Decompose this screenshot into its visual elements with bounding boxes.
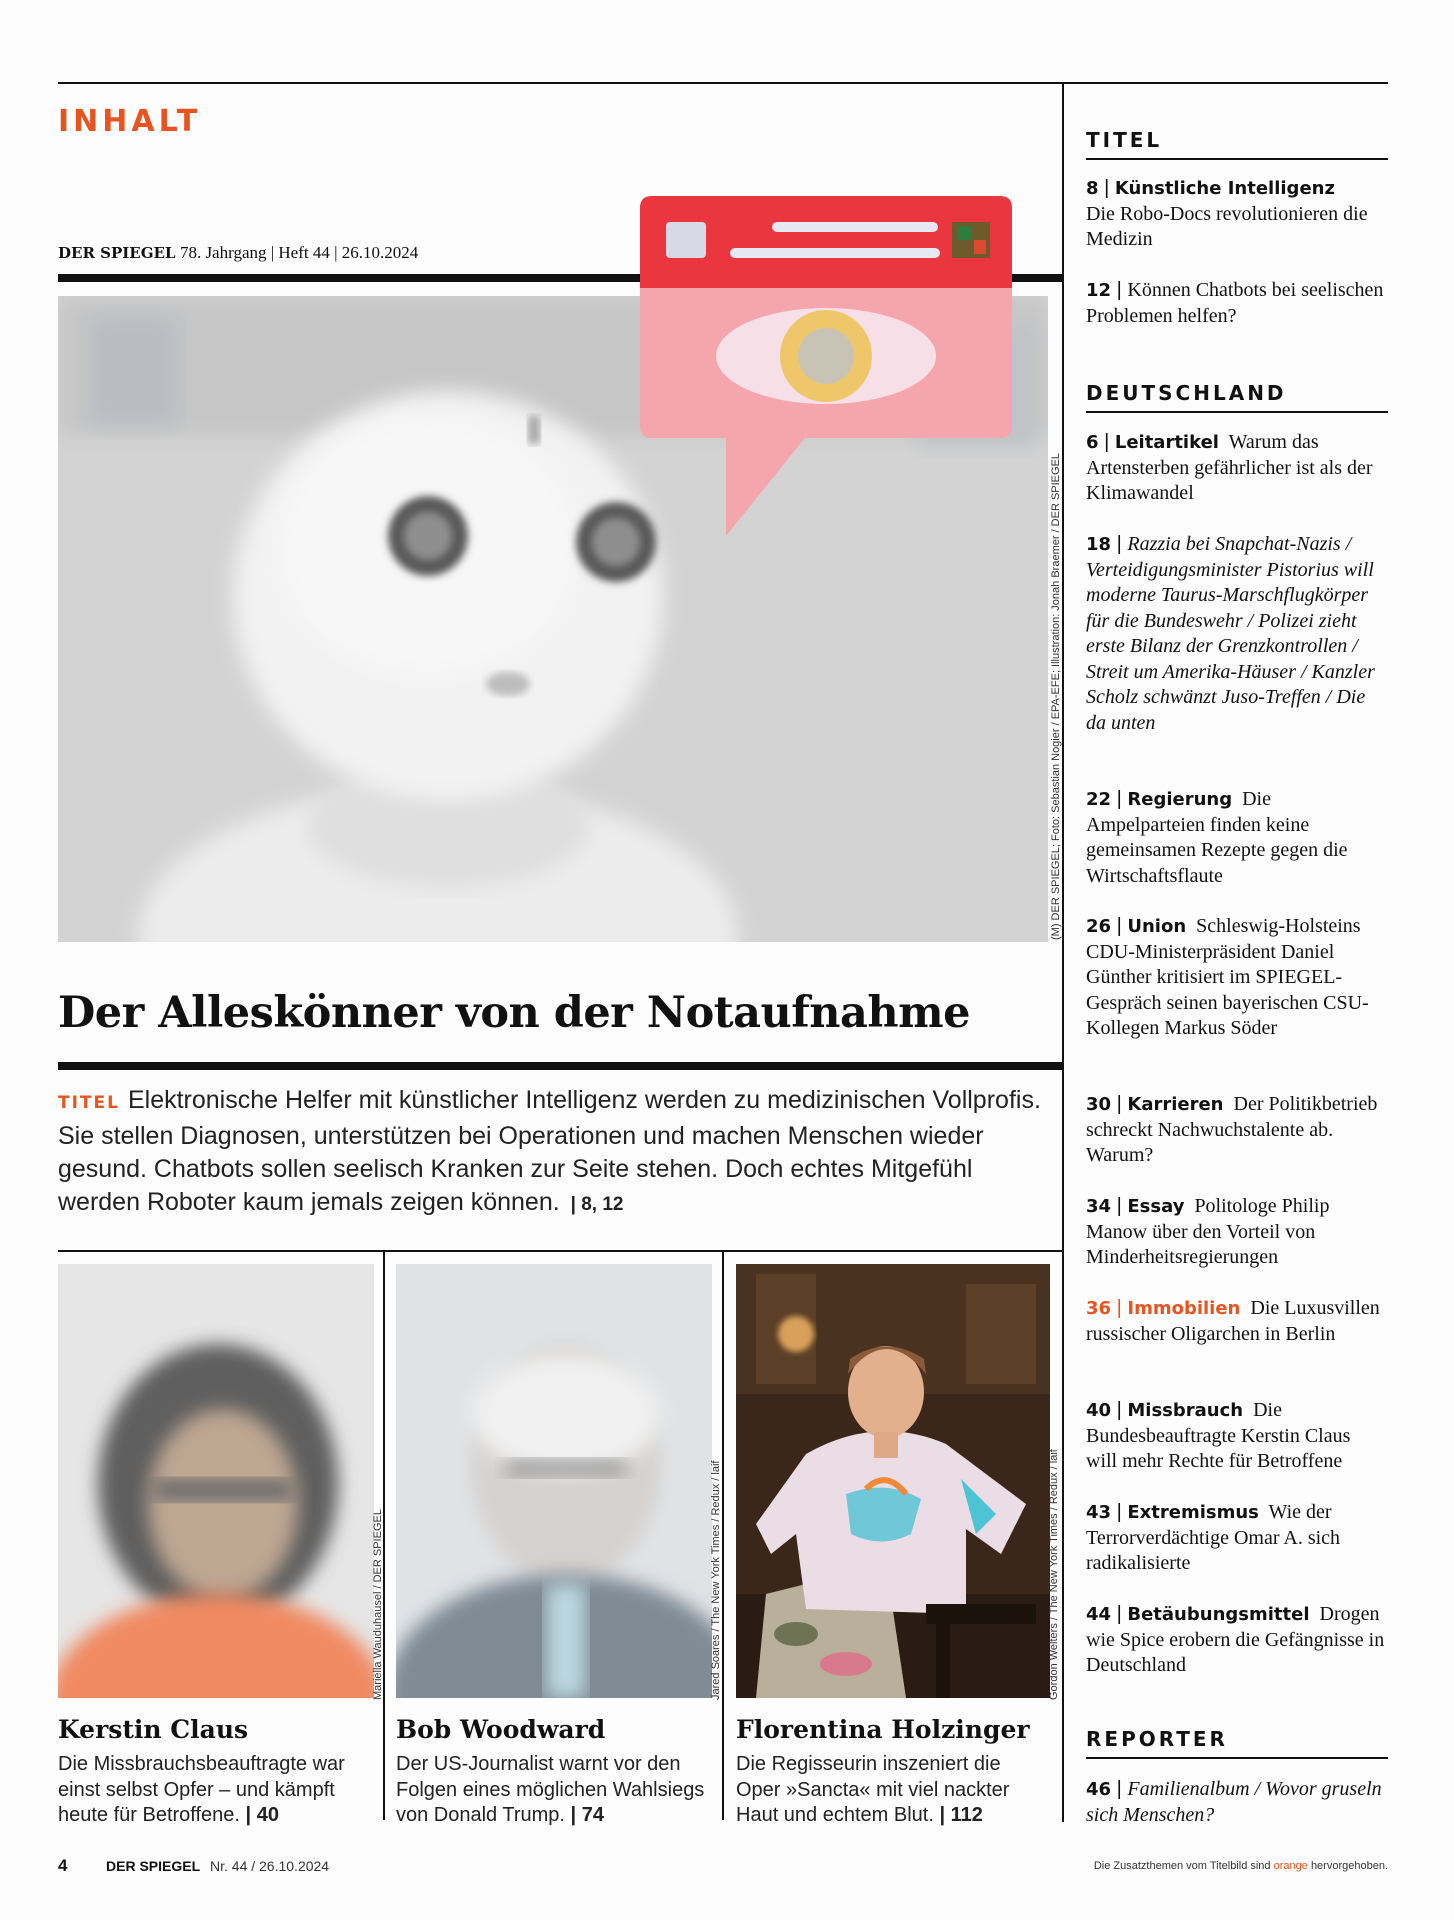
feature-credit-2: Jared Soares / The New York Times / Redux / laif — [710, 1460, 722, 1700]
toc-heading-titel: TITEL — [1086, 128, 1163, 152]
toc-entry-sep: | — [1111, 279, 1128, 301]
toc-entry-sep: | — [1111, 1195, 1128, 1217]
toc-entry-page: 40 — [1086, 1400, 1112, 1421]
toc-entry — [1086, 787, 1386, 889]
toc-entry-page: 8 — [1086, 178, 1099, 199]
toc-entry-text: Die Bundesbeauftragte Kerstin Claus will mehr Rechte für Betroffene — [1086, 1399, 1351, 1472]
masthead — [58, 243, 418, 263]
teaser-pages: | 8, 12 — [570, 1194, 624, 1215]
toc-entry-text: Die Ampelparteien finden keine gemeinsamen Rezepte gegen die Wirtschaftsflaute — [1086, 788, 1348, 887]
toc-entry-sep: | — [1111, 1297, 1128, 1319]
toc-entry — [1086, 1194, 1386, 1271]
footer-note-highlight: orange — [1273, 1860, 1308, 1872]
toc-entry-sep: | — [1111, 1778, 1128, 1800]
toc-entry — [1086, 1092, 1386, 1169]
toc-entry — [1086, 1500, 1386, 1577]
toc-entry-sep: | — [1111, 1399, 1128, 1421]
toc-entry-page: 44 — [1086, 1604, 1112, 1625]
top-rule — [58, 82, 1388, 84]
toc-entry-keyword: Karrieren — [1127, 1094, 1224, 1115]
toc-entry — [1086, 1777, 1386, 1828]
chat-bubble-icon — [640, 196, 1012, 546]
feature-photo-bob-woodward — [396, 1264, 712, 1698]
toc-entry-text: Die Luxusvillen russischer Oligarchen in Berlin — [1086, 1297, 1380, 1345]
toc-entry-text: Razzia bei Snapchat-Nazis / Verteidigungsminister Pistorius will moderne Taurus-Marschflugkörper für die Bundeswehr / Polizei zieht erste Bilanz der Grenzkontrollen / Streit um Amerika-Häuser / Kanzler Scholz schwänzt Juso-Treffen / Die da unten — [1086, 533, 1375, 734]
toc-entry-keyword: Extremismus — [1127, 1502, 1259, 1523]
toc-entry-sep: | — [1111, 1603, 1128, 1625]
toc-entry-sep: | — [1111, 533, 1128, 555]
toc-entry-keyword: Künstliche Intelligenz — [1114, 178, 1335, 199]
features-divider-2 — [722, 1250, 724, 1820]
toc-entry — [1086, 278, 1386, 329]
toc-entry-keyword: Missbrauch — [1127, 1400, 1244, 1421]
toc-entry-page: 26 — [1086, 916, 1112, 937]
toc-entry-text: Können Chatbots bei seelischen Problemen helfen? — [1086, 279, 1384, 327]
footer — [58, 1858, 1388, 1882]
features-top-rule — [58, 1250, 1062, 1252]
feature-name-2: Bob Woodward — [396, 1715, 606, 1744]
toc-entry-keyword: Union — [1127, 916, 1187, 937]
feature-credit-1: Mariella Wauduhausel / DER SPIEGEL — [372, 1509, 384, 1700]
toc-entry — [1086, 1602, 1386, 1679]
toc-entry-keyword: Betäubungsmittel — [1127, 1604, 1310, 1625]
section-label: INHALT — [58, 104, 202, 139]
footer-note — [1094, 1860, 1388, 1872]
column-divider — [1062, 82, 1064, 1822]
toc-entry — [1086, 176, 1386, 253]
toc-entry-page: 22 — [1086, 789, 1112, 810]
toc-rule-titel — [1086, 158, 1388, 160]
chat-bubble-graphic — [640, 196, 1012, 546]
toc-heading-deutschland: DEUTSCHLAND — [1086, 381, 1287, 405]
toc-rule-deutschland — [1086, 411, 1388, 413]
feature-page-1: | 40 — [245, 1804, 279, 1826]
footer-issue: Nr. 44 / 26.10.2024 — [210, 1858, 330, 1874]
footer-page-number: 4 — [58, 1856, 68, 1875]
feature-name-3: Florentina Holzinger — [736, 1715, 1030, 1744]
headline-rule — [58, 1062, 1062, 1070]
toc-entry-text: Wie der Terrorverdächtige Omar A. sich radikalisierte — [1086, 1501, 1341, 1574]
toc-entry-page: 12 — [1086, 280, 1112, 301]
toc-entry-sep: | — [1098, 431, 1115, 453]
feature-desc-3 — [736, 1752, 1046, 1829]
toc-entry-text: Drogen wie Spice erobern die Gefängnisse in Deutschland — [1086, 1603, 1385, 1676]
toc-heading-reporter: REPORTER — [1086, 1727, 1228, 1751]
cover-headline: Der Alleskönner von der Notaufnahme — [58, 988, 971, 1038]
toc-entry — [1086, 914, 1386, 1042]
masthead-details: 78. Jahrgang | Heft 44 | 26.10.2024 — [179, 243, 419, 262]
toc-entry-keyword: Essay — [1127, 1196, 1185, 1217]
footer-note-after: hervorgehoben. — [1310, 1860, 1388, 1872]
toc-entry-highlighted — [1086, 1296, 1386, 1347]
toc-entry-text: Politologe Philip Manow über den Vorteil von Minderheitsregierungen — [1086, 1195, 1330, 1268]
masthead-brand: DER SPIEGEL — [58, 244, 176, 262]
feature-desc-2 — [396, 1752, 714, 1829]
toc-entry — [1086, 532, 1386, 736]
toc-entry-page: 36 — [1086, 1298, 1112, 1319]
toc-entry-keyword: Leitartikel — [1114, 432, 1219, 453]
toc-entry-text: Warum das Artensterben gefährlicher ist als der Klimawandel — [1086, 431, 1373, 504]
toc-entry-page: 18 — [1086, 534, 1112, 555]
toc-entry-page: 34 — [1086, 1196, 1112, 1217]
feature-page-3: | 112 — [939, 1804, 983, 1826]
feature-name-1: Kerstin Claus — [58, 1715, 249, 1744]
toc-entry-page: 46 — [1086, 1779, 1112, 1800]
cover-image-credit: (M) DER SPIEGEL; Foto: Sebastian Nogier / EPA-EFE; Illustration: Jonah Braemer / DER SPIEGEL — [1050, 452, 1062, 940]
footer-brand: DER SPIEGEL — [106, 1858, 201, 1874]
toc-entry-sep: | — [1111, 1093, 1128, 1115]
teaser-text: Elektronische Helfer mit künstlicher Intelligenz werden zu medizinischen Vollprofis. Sie stellen Diagnosen, unterstützen bei Operationen und machen Menschen wieder gesund. Chatbots sollen seelisch Kranken zur Seite stehen. Doch echtes Mitgefühl werden Roboter kaum jemals zeigen können. — [58, 1086, 1041, 1216]
feature-desc-1 — [58, 1752, 378, 1829]
teaser-kicker: TITEL — [58, 1093, 120, 1113]
toc-entry-page: 43 — [1086, 1502, 1112, 1523]
toc-entry-text: Schleswig-Holsteins CDU-Ministerpräsident Daniel Günther kritisiert im SPIEGEL-Gespräch seinen bayerischen CSU-Kollegen Markus Söder — [1086, 915, 1369, 1039]
feature-desc-text-3: Die Regisseurin inszeniert die Oper »Sancta« mit viel nackter Haut und echtem Blut. — [736, 1753, 1010, 1826]
footer-note-before: Die Zusatzthemen vom Titelbild sind — [1093, 1860, 1271, 1872]
toc-rule-reporter — [1086, 1757, 1388, 1759]
feature-credit-3: Gordon Welters / The New York Times / Redux / laif — [1048, 1449, 1060, 1700]
feature-photo-kerstin-claus — [58, 1264, 374, 1698]
toc-entry-sep: | — [1098, 177, 1115, 199]
toc-entry-page: 30 — [1086, 1094, 1112, 1115]
toc-entry-sep: | — [1111, 1501, 1128, 1523]
toc-entry-keyword: Regierung — [1127, 789, 1233, 810]
toc-entry-text: Die Robo-Docs revolutionieren die Medizin — [1086, 202, 1368, 250]
cover-teaser — [58, 1084, 1058, 1221]
toc-entry-sep: | — [1111, 915, 1128, 937]
toc-entry-page: 6 — [1086, 432, 1099, 453]
toc-entry-sep: | — [1111, 788, 1128, 810]
feature-desc-text-2: Der US-Journalist warnt vor den Folgen eines möglichen Wahlsiegs von Donald Trump. — [396, 1753, 705, 1826]
toc-entry-text: Der Politikbetrieb schreckt Nachwuchstalente ab. Warum? — [1086, 1093, 1378, 1166]
feature-photo-florentina-holzinger — [736, 1264, 1050, 1698]
feature-desc-text-1: Die Missbrauchsbeauftragte war einst selbst Opfer – und kämpft heute für Betroffene. — [58, 1753, 345, 1826]
toc-entry-keyword: Immobilien — [1127, 1298, 1241, 1319]
feature-page-2: | 74 — [570, 1804, 604, 1826]
toc-entry-text: Familienalbum / Wovor gruseln sich Menschen? — [1086, 1778, 1382, 1826]
toc-entry — [1086, 430, 1386, 507]
toc-entry — [1086, 1398, 1386, 1475]
